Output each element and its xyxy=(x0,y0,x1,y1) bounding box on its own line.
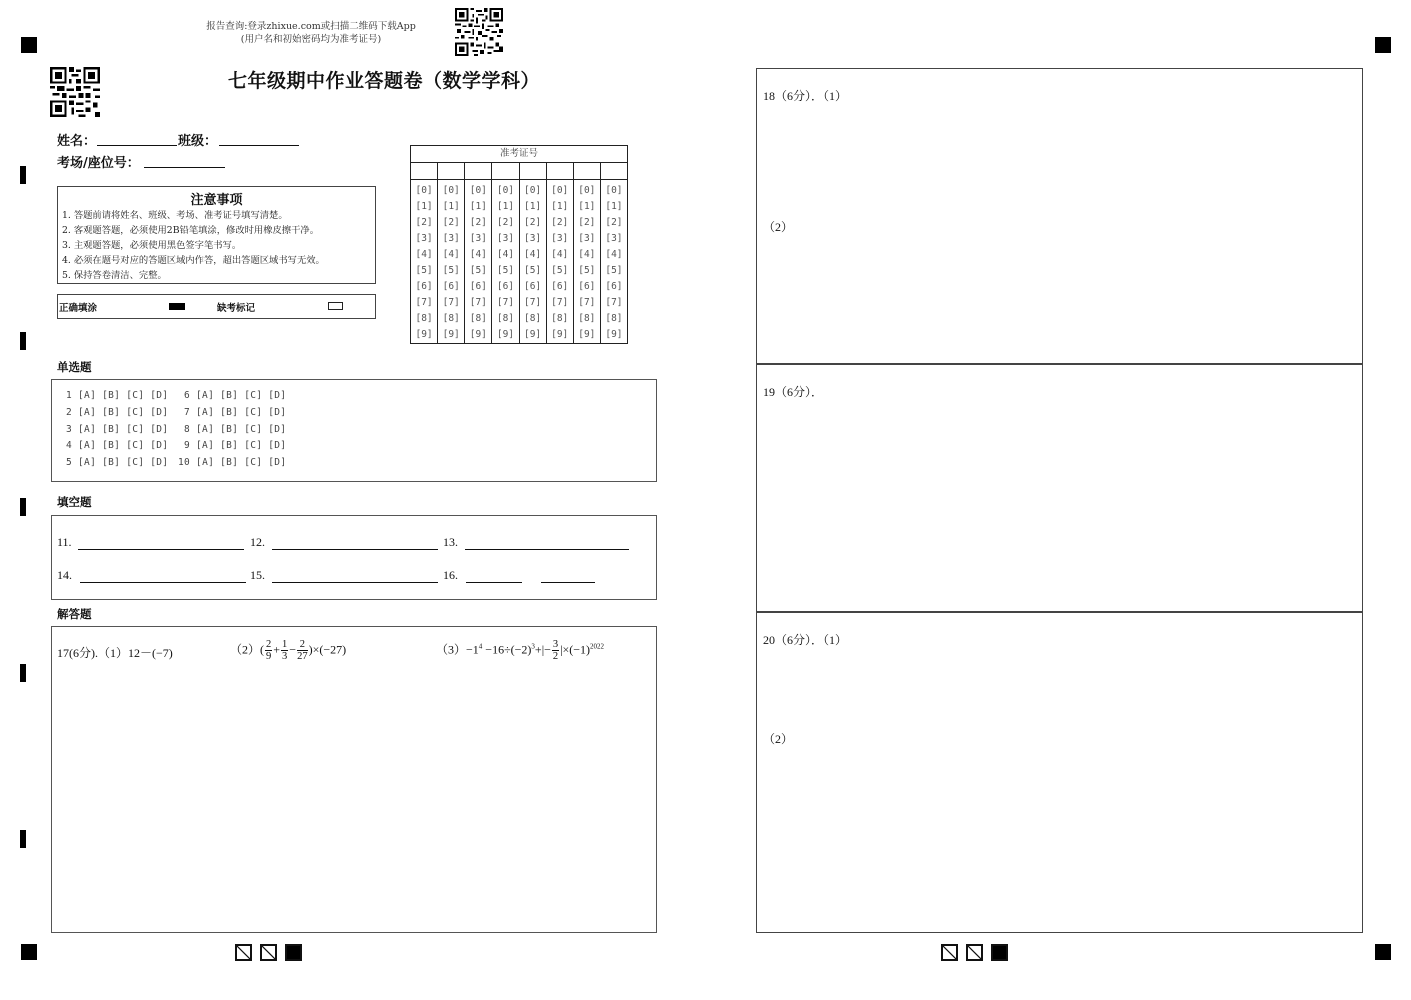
ticket-digit-bubble[interactable]: [2] xyxy=(442,217,460,228)
ticket-digit-bubble[interactable]: [1] xyxy=(551,201,569,212)
ticket-column xyxy=(601,163,627,343)
ticket-digit-bubble[interactable]: [6] xyxy=(415,281,433,292)
notice-item: 1. 答题前请将姓名、班级、考场、准考证号填写清楚。 xyxy=(62,210,288,221)
registration-mark-top-left xyxy=(21,37,37,53)
choice-row-4[interactable]: 4 [A] [B] [C] [D] xyxy=(66,440,169,451)
solutions-label: 解答题 xyxy=(57,607,92,621)
expr: |×(−1) xyxy=(560,642,591,657)
choice-row-9[interactable]: 9 [A] [B] [C] [D] xyxy=(184,440,287,451)
qr-code-icon xyxy=(455,8,503,56)
ticket-digit-list xyxy=(438,180,464,343)
ticket-digit-bubble[interactable]: [0] xyxy=(523,185,542,196)
numerator: 1 xyxy=(282,639,288,650)
ticket-digit-list xyxy=(547,180,573,343)
question-20-answer-area[interactable] xyxy=(756,611,1363,933)
ticket-digit-bubble[interactable]: [5] xyxy=(605,265,623,276)
ticket-digit-bubble[interactable]: [4] xyxy=(415,249,433,260)
ticket-digit-bubble[interactable]: [9] xyxy=(496,329,515,340)
ticket-digit-bubble[interactable]: [8] xyxy=(496,313,515,324)
ticket-columns xyxy=(411,163,627,343)
timing-tick xyxy=(20,332,26,350)
numerator: 3 xyxy=(552,639,559,650)
ticket-digit-bubble[interactable]: [2] xyxy=(551,217,569,228)
q19-title: 19（6分）． xyxy=(763,385,824,399)
ticket-digit-bubble[interactable]: [7] xyxy=(442,297,460,308)
ticket-title: 准考证号 xyxy=(411,146,627,163)
ticket-digit-input-box[interactable] xyxy=(601,163,627,180)
ticket-digit-bubble[interactable]: [9] xyxy=(442,329,460,340)
choice-row-2[interactable]: 2 [A] [B] [C] [D] xyxy=(66,407,169,418)
blank-15-field[interactable] xyxy=(272,582,438,583)
ticket-column xyxy=(492,163,519,343)
ticket-digit-bubble[interactable]: [6] xyxy=(469,281,487,292)
blank-14-label: 14. xyxy=(57,568,72,582)
timing-tick xyxy=(20,498,26,516)
ticket-column xyxy=(574,163,601,343)
class-field[interactable] xyxy=(219,145,299,146)
ticket-digit-bubble[interactable]: [9] xyxy=(523,329,542,340)
ticket-number-grid xyxy=(410,145,628,344)
absent-mark-checkbox[interactable] xyxy=(328,302,343,310)
ticket-digit-bubble[interactable]: [3] xyxy=(496,233,515,244)
page-marker-slash-icon xyxy=(235,944,252,961)
page-marker-slash-icon xyxy=(966,944,983,961)
choice-row-5[interactable]: 5 [A] [B] [C] [D] xyxy=(66,457,169,468)
q17-part1-expr: 12－(−7) xyxy=(128,646,173,660)
blank-13-field[interactable] xyxy=(465,549,629,550)
ticket-digit-bubble[interactable]: [3] xyxy=(442,233,460,244)
ticket-digit-input-box[interactable] xyxy=(465,163,491,180)
ticket-digit-bubble[interactable]: [3] xyxy=(415,233,433,244)
blank-13-label: 13. xyxy=(443,535,458,549)
ticket-digit-list xyxy=(574,180,600,343)
ticket-digit-bubble[interactable]: [2] xyxy=(469,217,487,228)
ticket-digit-bubble[interactable]: [8] xyxy=(605,313,623,324)
blank-12-field[interactable] xyxy=(272,549,438,550)
ticket-digit-bubble[interactable]: [5] xyxy=(415,265,433,276)
page-title: 七年级期中作业答题卷（数学学科） xyxy=(228,70,541,92)
ticket-digit-bubble[interactable]: [0] xyxy=(551,185,569,196)
page-marker-filled-icon xyxy=(991,944,1008,961)
report-hint-line1: 报告查询:登录zhixue.com或扫描二维码下载App xyxy=(206,21,416,32)
page-marker-slash-icon xyxy=(941,944,958,961)
ticket-digit-bubble[interactable]: [4] xyxy=(605,249,623,260)
ticket-digit-input-box[interactable] xyxy=(574,163,600,180)
ticket-digit-bubble[interactable]: [8] xyxy=(578,313,596,324)
ticket-digit-bubble[interactable]: [6] xyxy=(551,281,569,292)
report-hint-line2: (用户名和初始密码均为准考证号) xyxy=(240,34,382,45)
q17-prefix: 17(6分). xyxy=(57,646,98,660)
ticket-digit-bubble[interactable]: [7] xyxy=(578,297,596,308)
name-label: 姓名： xyxy=(57,134,97,149)
ticket-digit-bubble[interactable]: [7] xyxy=(551,297,569,308)
question-18-answer-area[interactable] xyxy=(756,68,1363,365)
ticket-digit-bubble[interactable]: [2] xyxy=(605,217,623,228)
correct-fill-sample-icon xyxy=(169,303,185,310)
ticket-digit-bubble[interactable]: [1] xyxy=(605,201,623,212)
choice-row-8[interactable]: 8 [A] [B] [C] [D] xyxy=(184,424,287,435)
expr: −1 xyxy=(466,642,479,657)
absent-mark-label: 缺考标记 xyxy=(217,303,256,314)
ticket-digit-bubble[interactable]: [0] xyxy=(469,185,487,196)
ticket-column xyxy=(547,163,574,343)
operator: + xyxy=(273,642,281,657)
ticket-digit-bubble[interactable]: [9] xyxy=(469,329,487,340)
q18-title: 18（6分）．（1） xyxy=(763,89,848,103)
exponent: 4 xyxy=(478,642,483,651)
q17-part1 xyxy=(57,644,173,661)
choice-row-10[interactable]: 10 [A] [B] [C] [D] xyxy=(178,457,287,468)
ticket-digit-bubble[interactable]: [4] xyxy=(523,249,542,260)
choice-row-3[interactable]: 3 [A] [B] [C] [D] xyxy=(66,424,169,435)
ticket-digit-bubble[interactable]: [5] xyxy=(551,265,569,276)
ticket-digit-bubble[interactable]: [9] xyxy=(605,329,623,340)
expr: +|− xyxy=(534,642,551,657)
ticket-digit-bubble[interactable]: [0] xyxy=(415,185,433,196)
ticket-digit-bubble[interactable]: [9] xyxy=(415,329,433,340)
timing-tick xyxy=(20,664,26,682)
blank-15-label: 15. xyxy=(250,568,265,582)
ticket-digit-bubble[interactable]: [1] xyxy=(469,201,487,212)
ticket-digit-bubble[interactable]: [2] xyxy=(415,217,433,228)
ticket-digit-bubble[interactable]: [3] xyxy=(578,233,596,244)
ticket-digit-bubble[interactable]: [0] xyxy=(605,185,623,196)
registration-mark-bottom-left xyxy=(21,944,37,960)
blank-16b-field[interactable] xyxy=(541,582,595,583)
notice-item: 3. 主观题答题，必须使用黑色签字笔书写。 xyxy=(62,240,242,251)
denominator: 3 xyxy=(282,651,288,662)
exponent: 2022 xyxy=(590,642,605,651)
denominator: 2 xyxy=(552,651,559,662)
ticket-digit-bubble[interactable]: [4] xyxy=(442,249,460,260)
ticket-digit-bubble[interactable]: [7] xyxy=(605,297,623,308)
correct-fill-label: 正确填涂 xyxy=(59,303,98,314)
class-label: 班级： xyxy=(178,134,218,149)
ticket-digit-bubble[interactable]: [3] xyxy=(523,233,542,244)
ticket-digit-bubble[interactable]: [9] xyxy=(578,329,596,340)
qr-code-icon xyxy=(50,67,100,117)
denominator: 27 xyxy=(297,651,308,662)
ticket-digit-bubble[interactable]: [0] xyxy=(578,185,596,196)
ticket-digit-bubble[interactable]: [7] xyxy=(523,297,542,308)
ticket-digit-bubble[interactable]: [6] xyxy=(578,281,596,292)
ticket-digit-bubble[interactable]: [1] xyxy=(496,201,515,212)
choice-row-7[interactable]: 7 [A] [B] [C] [D] xyxy=(184,407,287,418)
notice-item: 4. 必须在题号对应的答题区域内作答，超出答题区域书写无效。 xyxy=(62,255,325,266)
fill-blank-label: 填空题 xyxy=(57,495,92,509)
fraction xyxy=(552,639,559,662)
expr-tail: )×(−27) xyxy=(308,642,347,657)
seat-label: 考场/座位号： xyxy=(57,156,140,171)
ticket-digit-list xyxy=(520,180,546,343)
ticket-column xyxy=(520,163,547,343)
q18-part2: （2） xyxy=(763,220,794,234)
ticket-digit-bubble[interactable]: [3] xyxy=(605,233,623,244)
ticket-digit-bubble[interactable]: [4] xyxy=(496,249,515,260)
seat-field[interactable] xyxy=(144,167,225,168)
ticket-digit-bubble[interactable]: [4] xyxy=(469,249,487,260)
registration-mark-top-right xyxy=(1375,37,1391,53)
ticket-digit-bubble[interactable]: [3] xyxy=(551,233,569,244)
ticket-digit-list xyxy=(601,180,627,343)
numerator: 2 xyxy=(297,639,308,651)
blank-11-field[interactable] xyxy=(78,549,244,550)
ticket-digit-bubble[interactable]: [6] xyxy=(496,281,515,292)
ticket-digit-bubble[interactable]: [5] xyxy=(523,265,542,276)
fraction xyxy=(297,639,308,662)
timing-tick xyxy=(20,166,26,184)
numerator: 2 xyxy=(266,639,272,650)
single-choice-label: 单选题 xyxy=(57,360,92,374)
q17-part2 xyxy=(230,639,346,662)
ticket-digit-bubble[interactable]: [1] xyxy=(442,201,460,212)
operator: − xyxy=(289,642,297,657)
ticket-digit-bubble[interactable]: [7] xyxy=(415,297,433,308)
ticket-digit-bubble[interactable]: [5] xyxy=(469,265,487,276)
paren: ( xyxy=(260,642,265,657)
ticket-digit-input-box[interactable] xyxy=(520,163,546,180)
blank-11-label: 11. xyxy=(57,535,72,549)
ticket-digit-input-box[interactable] xyxy=(492,163,518,180)
ticket-digit-input-box[interactable] xyxy=(547,163,573,180)
ticket-digit-bubble[interactable]: [1] xyxy=(523,201,542,212)
question-17-answer-area[interactable] xyxy=(51,626,657,933)
ticket-digit-bubble[interactable]: [2] xyxy=(523,217,542,228)
ticket-column xyxy=(438,163,465,343)
fill-legend xyxy=(57,294,376,319)
timing-tick xyxy=(20,830,26,848)
ticket-column xyxy=(411,163,438,343)
fill-blank-box xyxy=(51,515,657,600)
notice-box xyxy=(57,186,376,284)
exponent: 3 xyxy=(531,642,535,651)
ticket-digit-bubble[interactable]: [5] xyxy=(496,265,515,276)
ticket-digit-bubble[interactable]: [8] xyxy=(415,313,433,324)
ticket-digit-bubble[interactable]: [7] xyxy=(469,297,487,308)
q17-part3 xyxy=(436,639,604,662)
ticket-digit-bubble[interactable]: [7] xyxy=(496,297,515,308)
notice-item: 2. 客观题答题，必须使用2B铅笔填涂，修改时用橡皮擦干净。 xyxy=(62,225,319,236)
ticket-digit-bubble[interactable]: [5] xyxy=(578,265,596,276)
name-field[interactable] xyxy=(97,145,177,146)
ticket-digit-bubble[interactable]: [8] xyxy=(469,313,487,324)
ticket-digit-bubble[interactable]: [8] xyxy=(551,313,569,324)
fraction xyxy=(265,639,272,662)
ticket-digit-bubble[interactable]: [6] xyxy=(523,281,542,292)
ticket-digit-bubble[interactable]: [1] xyxy=(578,201,596,212)
q20-title: 20（6分）．（1） xyxy=(763,633,848,647)
choice-row-6[interactable]: 6 [A] [B] [C] [D] xyxy=(184,390,287,401)
notice-item: 5. 保持答卷清洁、完整。 xyxy=(62,270,167,281)
ticket-digit-list xyxy=(492,180,518,343)
ticket-digit-bubble[interactable]: [5] xyxy=(442,265,460,276)
ticket-column xyxy=(465,163,492,343)
page-marker-filled-icon xyxy=(285,944,302,961)
ticket-digit-bubble[interactable]: [0] xyxy=(496,185,515,196)
ticket-digit-bubble[interactable]: [0] xyxy=(442,185,460,196)
single-choice-box xyxy=(51,379,657,482)
ticket-digit-bubble[interactable]: [6] xyxy=(442,281,460,292)
ticket-digit-bubble[interactable]: [8] xyxy=(523,313,542,324)
q17-part1-label: （1） xyxy=(98,646,129,660)
question-19-answer-area[interactable] xyxy=(756,363,1363,613)
ticket-digit-bubble[interactable]: [4] xyxy=(551,249,569,260)
choice-row-1[interactable]: 1 [A] [B] [C] [D] xyxy=(66,390,169,401)
ticket-digit-bubble[interactable]: [9] xyxy=(551,329,569,340)
report-hint xyxy=(196,20,426,46)
page-marker-slash-icon xyxy=(260,944,277,961)
ticket-digit-bubble[interactable]: [2] xyxy=(496,217,515,228)
ticket-digit-bubble[interactable]: [8] xyxy=(442,313,460,324)
ticket-digit-list xyxy=(465,180,491,343)
q17-part3-label: （3） xyxy=(436,642,467,657)
ticket-digit-list xyxy=(411,180,437,343)
denominator: 9 xyxy=(266,651,272,662)
expr: −16÷(−2) xyxy=(482,642,532,657)
ticket-digit-bubble[interactable]: [2] xyxy=(578,217,596,228)
blank-12-label: 12. xyxy=(250,535,265,549)
ticket-digit-input-box[interactable] xyxy=(411,163,437,180)
ticket-digit-bubble[interactable]: [4] xyxy=(578,249,596,260)
blank-16-label: 16. xyxy=(443,568,458,582)
ticket-digit-bubble[interactable]: [1] xyxy=(415,201,433,212)
fraction xyxy=(281,639,288,662)
ticket-digit-input-box[interactable] xyxy=(438,163,464,180)
ticket-digit-bubble[interactable]: [3] xyxy=(469,233,487,244)
ticket-digit-bubble[interactable]: [6] xyxy=(605,281,623,292)
registration-mark-bottom-right xyxy=(1375,944,1391,960)
q20-part2: （2） xyxy=(763,732,794,746)
blank-14-field[interactable] xyxy=(80,582,246,583)
blank-16a-field[interactable] xyxy=(466,582,522,583)
q17-part2-label: （2） xyxy=(230,642,261,657)
notice-title: 注意事项 xyxy=(190,193,243,208)
